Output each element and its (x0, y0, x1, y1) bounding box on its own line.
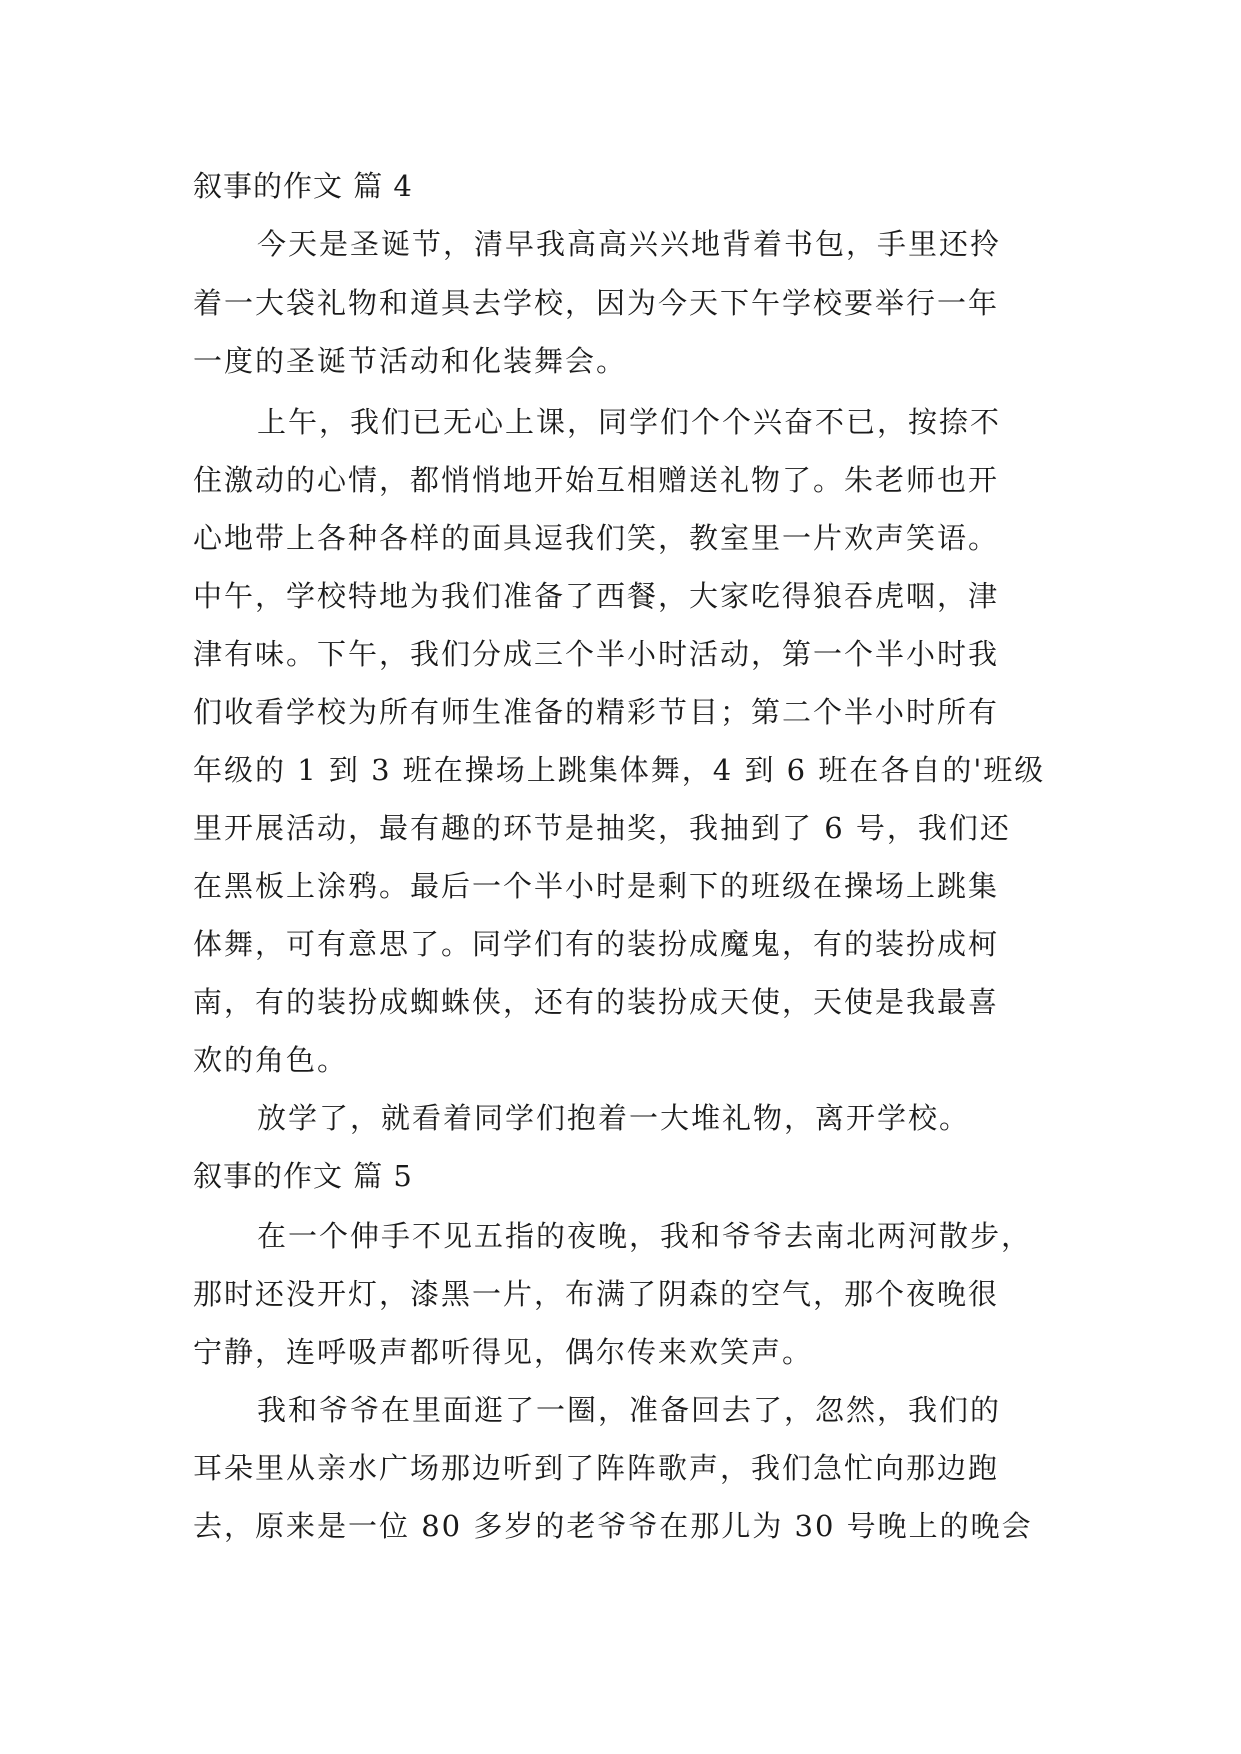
paragraph-line: 今天是圣诞节，清早我高高兴兴地背着书包，手里还拎 (257, 227, 1002, 261)
section-heading-5: 叙事的作文 篇 5 (193, 1159, 413, 1193)
paragraph-line: 心地带上各种各样的面具逗我们笑，教室里一片欢声笑语。 (193, 521, 1000, 555)
paragraph-line: 一度的圣诞节活动和化装舞会。 (193, 344, 628, 378)
paragraph-line: 津有味。下午，我们分成三个半小时活动，第一个半小时我 (193, 637, 1000, 671)
paragraph-line: 南，有的装扮成蜘蛛侠，还有的装扮成天使，天使是我最喜 (193, 985, 1000, 1019)
paragraph-line: 中午，学校特地为我们准备了西餐，大家吃得狼吞虎咽，津 (193, 579, 1000, 613)
paragraph-line: 着一大袋礼物和道具去学校，因为今天下午学校要举行一年 (193, 286, 1000, 320)
paragraph-line: 里开展活动，最有趣的环节是抽奖，我抽到了 6 号，我们还 (193, 811, 1011, 845)
paragraph-line: 放学了，就看着同学们抱着一大堆礼物，离开学校。 (257, 1101, 971, 1135)
paragraph-line: 那时还没开灯，漆黑一片，布满了阴森的空气，那个夜晚很 (193, 1277, 1000, 1311)
paragraph-line: 去，原来是一位 80 多岁的老爷爷在那儿为 30 号晚上的晚会 (193, 1509, 1033, 1543)
paragraph-line: 体舞，可有意思了。同学们有的装扮成魔鬼，有的装扮成柯 (193, 927, 1000, 961)
paragraph-line: 们收看学校为所有师生准备的精彩节目；第二个半小时所有 (193, 695, 1000, 729)
paragraph-line: 在黑板上涂鸦。最后一个半小时是剩下的班级在操场上跳集 (193, 869, 1000, 903)
paragraph-line: 耳朵里从亲水广场那边听到了阵阵歌声，我们急忙向那边跑 (193, 1451, 1000, 1485)
paragraph-line: 欢的角色。 (193, 1043, 349, 1077)
paragraph-line: 在一个伸手不见五指的夜晚，我和爷爷去南北两河散步， (257, 1219, 1033, 1253)
paragraph-line: 上午，我们已无心上课，同学们个个兴奋不已，按捺不 (257, 405, 1002, 439)
paragraph-line: 年级的 1 到 3 班在操场上跳集体舞，4 到 6 班在各自的'班级 (193, 753, 1046, 787)
paragraph-line: 宁静，连呼吸声都听得见，偶尔传来欢笑声。 (193, 1335, 814, 1369)
section-heading-4: 叙事的作文 篇 4 (193, 169, 413, 203)
paragraph-line: 我和爷爷在里面逛了一圈，准备回去了，忽然，我们的 (257, 1393, 1002, 1427)
paragraph-line: 住激动的心情，都悄悄地开始互相赠送礼物了。朱老师也开 (193, 463, 1000, 497)
